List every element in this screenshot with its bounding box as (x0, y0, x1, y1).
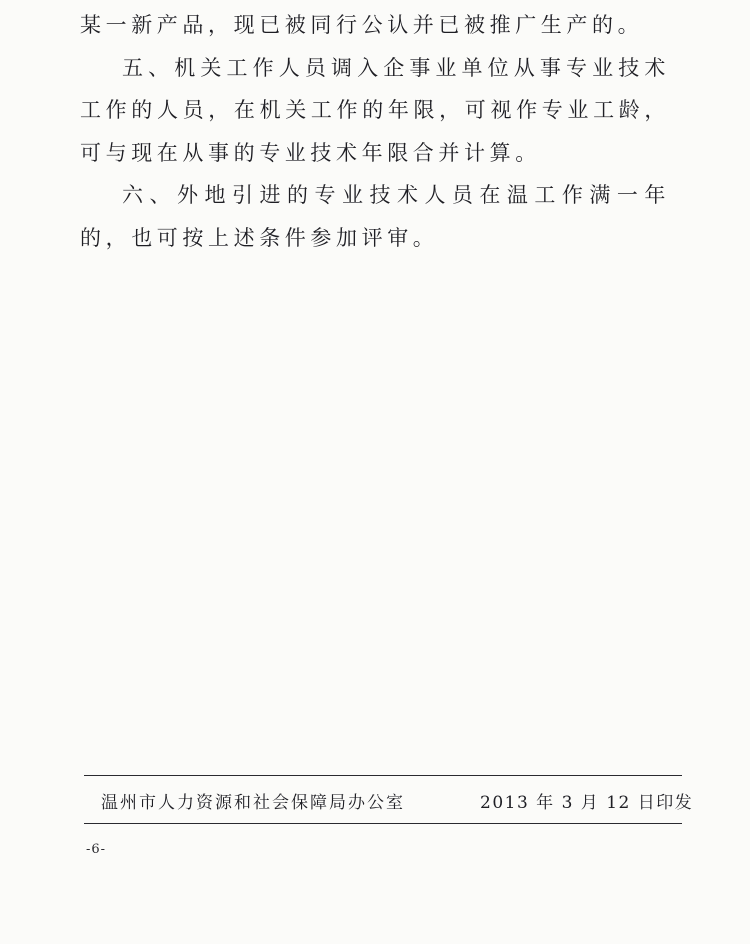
paragraph-item-six: 六、外地引进的专业技术人员在温工作满一年的，也可按上述条件参加评审。 (80, 183, 670, 250)
paragraph-continuation: 某一新产品，现已被同行公认并已被推广生产的。 (80, 13, 644, 37)
print-date: 2013 年 3 月 12 日印发 (480, 793, 694, 813)
imprint-line (0, 788, 750, 818)
document-body (80, 4, 670, 259)
paragraph-item-five: 五、机关工作人员调入企事业单位从事专业技术工作的人员，在机关工作的年限，可视作专业工龄，可与现在从事的专业技术年限合并计算。 (80, 55, 670, 165)
imprint-top-rule (84, 775, 682, 776)
issuing-office: 温州市人力资源和社会保障局办公室 (101, 793, 405, 813)
page-number: -6- (86, 842, 107, 857)
imprint-bottom-rule (84, 823, 682, 824)
